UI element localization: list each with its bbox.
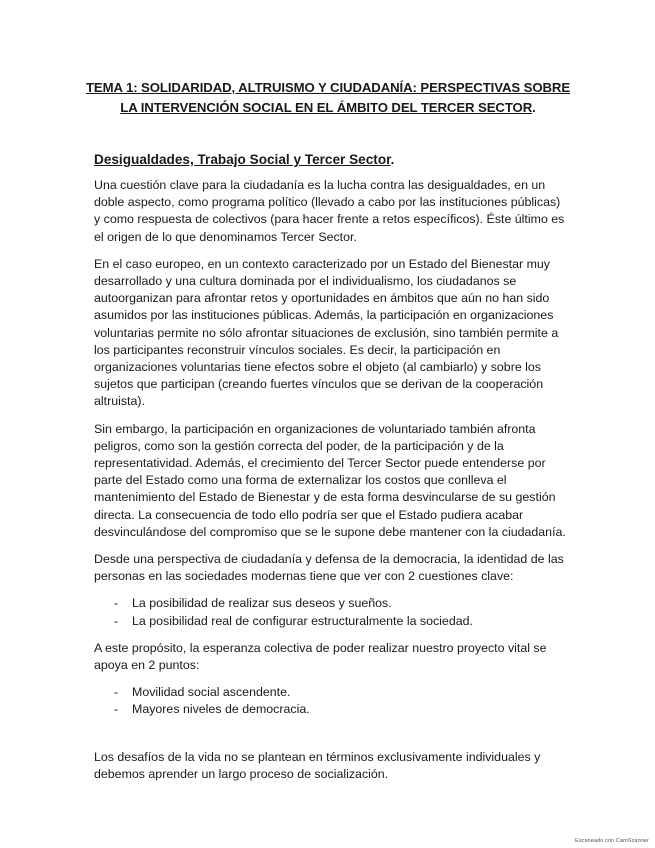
- paragraph-4: Desde una perspectiva de ciudadanía y defensa de la democracia, la identidad de las personas en las sociedades modernas tiene que ver con 2 cuestiones clave:: [94, 552, 564, 584]
- list-item: [94, 684, 566, 701]
- section-heading: [94, 151, 394, 169]
- dash-bullet: -: [114, 685, 119, 700]
- paragraph-2: En el caso europeo, en un contexto caracterizado por un Estado del Bienestar muy desarrollado y una cultura dominada por el individualismo, los ciudadanos se autoorganizan para afrontar retos y oportunidades en ámbitos que aún no han sido asumidos por las instituciones públicas. Además, la participación en organizaciones voluntarias permite no sólo afrontar situaciones de exclusión, sino también permite a los participantes reconstruir vínculos sociales. Es decir, la participación en organizaciones voluntarias tiene efectos sobre el objeto (al cambiarlo) y sobre los sujetos que participan (creando fuertes vínculos que se derivan de la cooperación altruista).: [94, 256, 559, 409]
- paragraph-1: Una cuestión clave para la ciudadanía es la lucha contra las desigualdades, en un doble aspecto, como programa político (llevado a cabo por las instituciones públicas) y como respuesta de colectivos (para hacer frente a retos específicos). Éste último es el origen de lo que denominamos Tercer Sector.: [94, 178, 565, 244]
- paragraph-5: A este propósito, la esperanza colectiva de poder realizar nuestro proyecto vital se apoya en 2 puntos:: [94, 640, 547, 673]
- list-item: [94, 613, 566, 630]
- list-item-text: Movilidad social ascendente.: [132, 685, 291, 700]
- list-item: [94, 701, 566, 718]
- list-item-text: La posibilidad real de configurar estructuralmente la sociedad.: [132, 613, 473, 628]
- paragraph-6: Los desafíos de la vida no se plantean en términos exclusivamente individuales y debemos aprender un largo proceso de socialización.: [94, 749, 541, 781]
- dash-bullet: -: [114, 596, 119, 611]
- scanner-watermark: Escaneado con CamScanner: [575, 838, 649, 844]
- dash-bullet: -: [114, 702, 119, 717]
- section-heading-period: .: [390, 152, 395, 167]
- section-body: [94, 177, 566, 793]
- title-line-1: TEMA 1: SOLIDARIDAD, ALTRUISMO Y CIUDADANÍA: PERSPECTIVAS SOBRE: [85, 80, 571, 95]
- identity-list: [94, 595, 566, 629]
- list-item-text: La posibilidad de realizar sus deseos y sueños.: [132, 596, 392, 611]
- document-title: [70, 78, 586, 118]
- points-list: [94, 684, 566, 718]
- list-item: [94, 595, 566, 612]
- list-item-text: Mayores niveles de democracia.: [132, 702, 310, 717]
- dash-bullet: -: [114, 613, 119, 628]
- title-period: .: [532, 100, 536, 115]
- paragraph-3: Sin embargo, la participación en organizaciones de voluntariado también afronta peligros, como son la gestión correcta del poder, de la participación y de la representatividad. Además, el crecimiento del Tercer Sector puede entenderse por parte del Estado como una forma de externalizar los costos que conlleva el mantenimiento del Estado de Bienestar y de esta forma desvincularse de su gestión directa. La consecuencia de todo ello podría ser que el Estado pudiera acabar desvinculándose del compromiso que se le supone debe mantener con la ciudadanía.: [94, 421, 566, 539]
- blank-space: [94, 729, 566, 749]
- section-heading-text: Desigualdades, Trabajo Social y Tercer Sector: [94, 152, 391, 167]
- title-line-2: LA INTERVENCIÓN SOCIAL EN EL ÁMBITO DEL TERCER SECTOR: [120, 100, 533, 115]
